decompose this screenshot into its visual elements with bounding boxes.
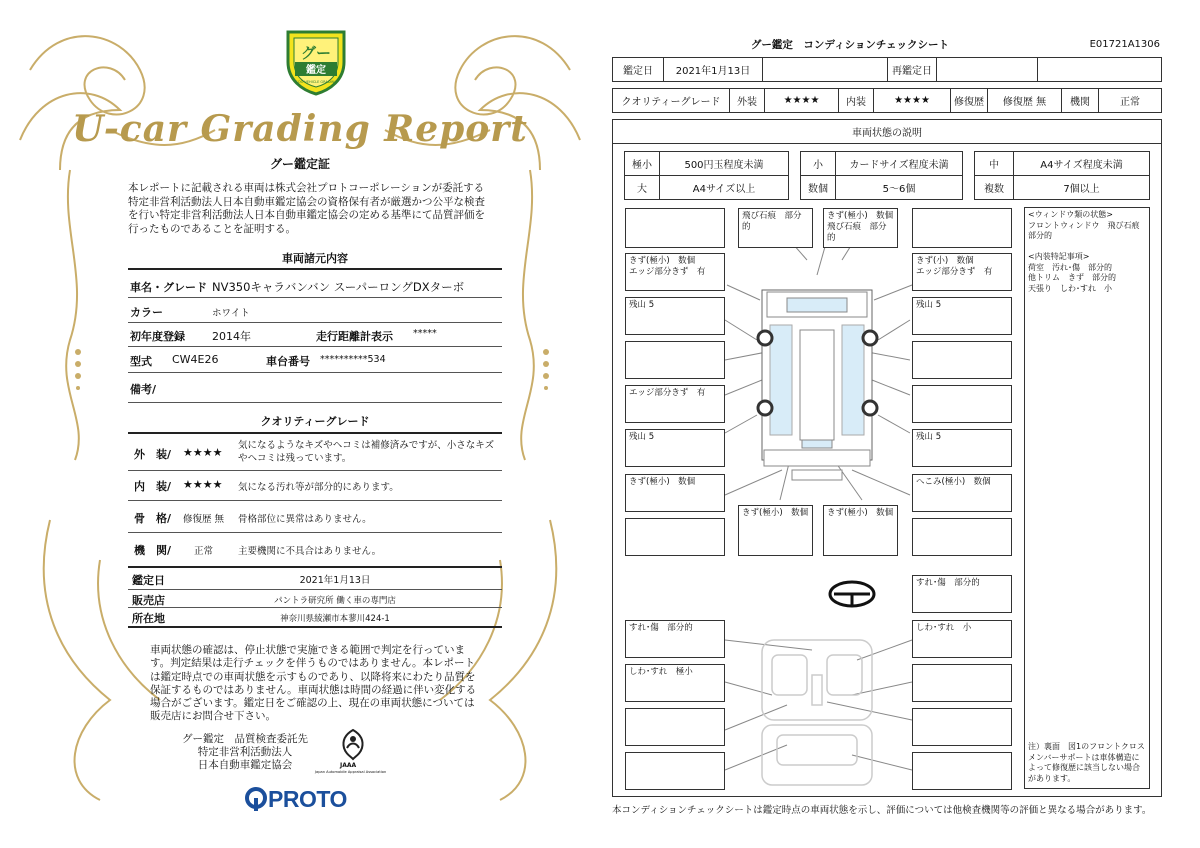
- exterior-damage-box: きず(極小) 数個 飛び石痕 部分的: [823, 208, 898, 248]
- jaaa-emblem-icon: [338, 728, 368, 762]
- repair-history-label: 修復歴: [950, 88, 988, 113]
- interior-damage-box: [625, 752, 725, 790]
- interior-grade: ★★★★: [873, 88, 951, 113]
- sheet-footer: 本コンディションチェックシートは鑑定時点の車両状態を示し、評価については他検査機関等の評価と異なる場合があります。: [612, 805, 1152, 816]
- exterior-damage-box: [625, 341, 725, 379]
- mileage-label: 走行距離計表示: [316, 330, 393, 343]
- exterior-damage-box: [912, 518, 1012, 556]
- frame-comment: 骨格部位に異常はありません。: [238, 514, 372, 525]
- engine-comment: 主要機関に不具合はありません。: [238, 546, 382, 557]
- model-label: 型式: [130, 355, 152, 368]
- chassis-value: **********534: [320, 354, 386, 365]
- legend-label: 大: [624, 175, 660, 200]
- frame-grade: 修復歴 無: [183, 514, 225, 525]
- document-id: E01721A1306: [1089, 39, 1160, 50]
- legend-label: 複数: [974, 175, 1014, 200]
- re-grading-date-value: [936, 57, 1038, 82]
- location-value: 神奈川県綾瀬市本蓼川424-1: [280, 614, 390, 624]
- jaaa-abbr: JAAA: [340, 762, 357, 769]
- dealer-label: 販売店: [132, 594, 165, 607]
- legend-title: 車両状態の説明: [612, 119, 1162, 144]
- grading-date-label: 鑑定日: [132, 574, 165, 587]
- steering-damage-box: すれ･傷 部分的: [912, 575, 1012, 613]
- first-registration-value: 2014年: [212, 330, 251, 343]
- divider: [128, 297, 502, 298]
- side-notes: <ウィンドウ類の状態> フロントウィンドウ 飛び石痕 部分的 <内装特記事項> 荷室 汚れ･傷 部分的 他トリム きず 部分的 天張り しわ･すれ 小: [1028, 210, 1140, 293]
- proto-logo-text: PROTO: [268, 786, 347, 812]
- color-value: ホワイト: [212, 308, 250, 319]
- certificate-subtitle: グー鑑定証: [269, 157, 330, 171]
- exterior-damage-box: きず(小) 数個 エッジ部分きず 有: [912, 253, 1012, 291]
- divider: [128, 432, 502, 434]
- legend-label: 中: [974, 151, 1014, 176]
- exterior-damage-box: [625, 208, 725, 248]
- association-line: グー鑑定 品質検査委託先: [182, 733, 308, 745]
- proto-logo-icon: [244, 786, 268, 812]
- exterior-damage-box: 残山 5: [625, 297, 725, 335]
- legend-value: カードサイズ程度未満: [835, 151, 963, 176]
- association-line: 日本自動車鑑定協会: [197, 759, 293, 771]
- blank-cell: [1037, 57, 1162, 82]
- legend-value: 5～6個: [835, 175, 963, 200]
- blank-cell: [762, 57, 888, 82]
- interior-comment: 気になる汚れ等が部分的にあります。: [238, 482, 399, 493]
- engine-grade: 正常: [194, 546, 214, 557]
- exterior-damage-box: エッジ部分きず 有: [625, 385, 725, 423]
- legend-label: 数個: [800, 175, 836, 200]
- exterior-label: 外装: [729, 88, 765, 113]
- goo-kantei-badge-icon: [282, 28, 350, 96]
- engine-value: 正常: [1098, 88, 1162, 113]
- exterior-damage-box: きず(極小) 数個 エッジ部分きず 有: [625, 253, 725, 291]
- car-name-label: 車名・グレード: [130, 281, 207, 294]
- legend-value: 500円玉程度未満: [659, 151, 789, 176]
- exterior-grade: ★★★★: [183, 446, 223, 459]
- exterior-comment: 気になるようなキズやヘコミは補修済みですが、小さなキズやヘコミは残っています。: [238, 440, 495, 464]
- interior-label: 内 装/: [134, 480, 172, 493]
- badge-top-text: グー: [300, 44, 332, 62]
- divider: [128, 626, 502, 628]
- interior-damage-box: しわ･すれ 極小: [625, 664, 725, 702]
- divider: [128, 532, 502, 533]
- association-name: [160, 733, 330, 772]
- divider: [128, 322, 502, 323]
- interior-damage-box: [912, 752, 1012, 790]
- exterior-damage-box: へこみ(極小) 数個: [912, 474, 1012, 512]
- model-value: CW4E26: [172, 353, 219, 366]
- sheet-title: グー鑑定 コンディションチェックシート: [750, 39, 950, 51]
- exterior-damage-box: きず(極小) 数個: [625, 474, 725, 512]
- divider: [128, 372, 502, 373]
- interior-damage-box: しわ･すれ 小: [912, 620, 1012, 658]
- exterior-damage-box: [912, 385, 1012, 423]
- divider: [128, 268, 502, 270]
- exterior-damage-box: 残山 5: [912, 297, 1012, 335]
- interior-damage-box: [912, 664, 1012, 702]
- remarks-label: 備考/: [130, 383, 157, 396]
- location-label: 所在地: [132, 612, 165, 625]
- legend-value: A4サイズ以上: [659, 175, 789, 200]
- divider: [128, 607, 502, 608]
- exterior-damage-box: きず(極小) 数個: [823, 505, 898, 556]
- report-title: U-car Grading Report: [72, 108, 528, 150]
- dealer-value: パントラ研究所 働く車の専門店: [274, 596, 396, 606]
- legend-value: 7個以上: [1013, 175, 1150, 200]
- engine-label: 機関: [1061, 88, 1099, 113]
- badge-bottom-text: 鑑定: [306, 65, 326, 76]
- date-label: 鑑定日: [612, 57, 664, 82]
- frame-label: 骨 格/: [134, 512, 172, 525]
- divider: [128, 500, 502, 501]
- date-value: 2021年1月13日: [663, 57, 763, 82]
- legend-label: 極小: [624, 151, 660, 176]
- chassis-label: 車台番号: [266, 355, 310, 368]
- disclaimer-notes: 車両状態の確認は、停止状態で実施できる範囲で判定を行っています。判定結果は走行チェックを伴うものではありません。本レポートは鑑定時点での車両状態を示すものであり、以降将来にわたり品質を保証するものではありません。車両状態は時間の経過に伴い変化する場合がございます。鑑定日をご確認の上、現在の車両状態については販売店にお問合せ下さい。: [150, 644, 477, 723]
- first-registration-label: 初年度登録: [130, 330, 185, 343]
- mileage-value: *****: [413, 328, 437, 339]
- divider: [128, 566, 502, 568]
- engine-label: 機 関/: [134, 544, 172, 557]
- exterior-damage-box: [912, 341, 1012, 379]
- interior-damage-box: すれ･傷 部分的: [625, 620, 725, 658]
- quality-grade-label: クオリティーグレード: [612, 88, 730, 113]
- exterior-damage-box: 飛び石痕 部分的: [738, 208, 813, 248]
- car-name-value: NV350キャラバンバン スーパーロングDXターボ: [212, 280, 465, 294]
- side-notes-panel: [1024, 207, 1150, 789]
- repair-history-value: 修復歴 無: [987, 88, 1062, 113]
- legend-value: A4サイズ程度未満: [1013, 151, 1150, 176]
- divider: [128, 402, 502, 403]
- exterior-damage-box: [625, 518, 725, 556]
- divider: [128, 470, 502, 471]
- side-footnote: 注）裏面 図1のフロントクロスメンバーサポートは車体構造によって修復歴に該当しない場合があります。: [1028, 742, 1145, 783]
- exterior-label: 外 装/: [134, 448, 172, 461]
- association-line: 特定非営利活動法人: [197, 746, 293, 758]
- divider: [128, 589, 502, 590]
- exterior-grade: ★★★★: [764, 88, 839, 113]
- exterior-damage-box: 残山 5: [625, 429, 725, 467]
- exterior-damage-box: [912, 208, 1012, 248]
- interior-damage-box: [625, 708, 725, 746]
- exterior-damage-box: きず(極小) 数個: [738, 505, 813, 556]
- interior-label: 内装: [838, 88, 874, 113]
- quality-heading: クオリティーグレード: [260, 415, 370, 428]
- badge-ring-text: GOO VEHICLE GRADING: [295, 80, 337, 84]
- jaaa-name: Japan Automobile Appraisal Association: [315, 770, 387, 774]
- divider: [128, 346, 502, 347]
- re-grading-date-label: 再鑑定日: [887, 57, 937, 82]
- certificate-intro: 本レポートに記載される車両は株式会社プロトコーポレーションが委託する特定非営利活動法人日本自動車鑑定協会の資格保有者が厳選かつ公平な検査を行い特定非営利活動法人日本自動車鑑定協会の定める基準にて品質評価を行ったものであることを証明する。: [128, 182, 485, 235]
- exterior-damage-box: 残山 5: [912, 429, 1012, 467]
- interior-damage-box: [912, 708, 1012, 746]
- spec-heading: 車両諸元内容: [282, 252, 348, 265]
- interior-grade: ★★★★: [183, 478, 223, 491]
- grading-date-value: 2021年1月13日: [299, 575, 371, 586]
- color-label: カラー: [130, 306, 163, 319]
- legend-label: 小: [800, 151, 836, 176]
